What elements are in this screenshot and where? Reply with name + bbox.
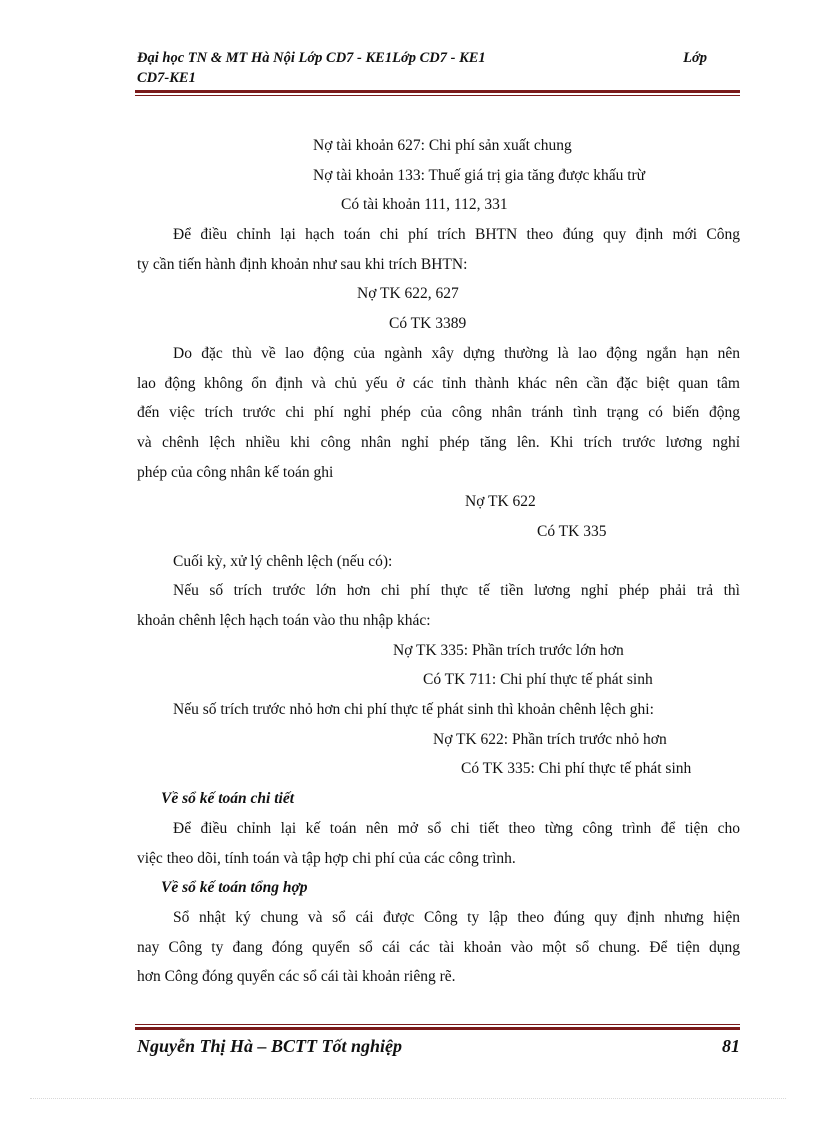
header-class-code: CD7-KE1 bbox=[137, 70, 196, 86]
paragraph-line: ty cần tiến hành định khoản như sau khi trích BHTN: bbox=[137, 255, 468, 273]
paragraph-line: Sổ nhật ký chung và sổ cái được Công ty lập theo đúng quy định nhưng hiện bbox=[173, 908, 740, 926]
page-footer bbox=[137, 1033, 740, 1059]
page-header bbox=[137, 48, 707, 88]
paragraph-line: việc theo dõi, tính toán và tập hợp chi phí của các công trình. bbox=[137, 849, 516, 867]
paragraph-line: Để điều chỉnh lại kế toán nên mở sổ chi tiết theo từng công trình để tiện cho bbox=[173, 819, 740, 837]
paragraph-line: Nếu số trích trước nhỏ hơn chi phí thực tế phát sinh thì khoản chênh lệch ghi: bbox=[173, 701, 654, 719]
footer-rule bbox=[135, 1024, 740, 1030]
entry-debit-622: Nợ TK 622 bbox=[465, 493, 536, 511]
entry-debit-622-smaller: Nợ TK 622: Phần trích trước nhỏ hơn bbox=[433, 730, 667, 748]
paragraph-line: và chênh lệch nhiều khi công nhân nghỉ phép tăng lên. Khi trích trước lương nghỉ bbox=[137, 433, 740, 451]
entry-debit-622-627: Nợ TK 622, 627 bbox=[357, 285, 459, 303]
paragraph-line: hơn Công đóng quyển các sổ cái tài khoản riêng rẽ. bbox=[137, 968, 456, 986]
paragraph-line: lao động không ổn định và chủ yếu ở các tỉnh thành khác nên cần đặc biệt quan tâm bbox=[137, 374, 740, 392]
section-heading-detail-ledger: Về sổ kế toán chi tiết bbox=[161, 790, 295, 808]
header-rule bbox=[135, 90, 740, 96]
paragraph-line: đến việc trích trước chi phí nghỉ phép của công nhân tránh tình trạng có biến động bbox=[137, 404, 740, 422]
entry-credit-711: Có TK 711: Chi phí thực tế phát sinh bbox=[423, 671, 653, 689]
paragraph-line: Nếu số trích trước lớn hơn chi phí thực tế tiền lương nghỉ phép phải trả thì bbox=[173, 582, 740, 600]
entry-credit-335-actual: Có TK 335: Chi phí thực tế phát sinh bbox=[461, 760, 692, 778]
entry-credit-111: Có tài khoản 111, 112, 331 bbox=[341, 196, 508, 214]
header-class-label: Lớp bbox=[683, 50, 707, 66]
page-edge-divider bbox=[30, 1098, 786, 1099]
header-title: Đại học TN & MT Hà Nội Lớp CD7 - KE1Lớp CD7 - KE1 bbox=[137, 50, 486, 66]
footer-author: Nguyễn Thị Hà – BCTT Tốt nghiệp bbox=[137, 1036, 403, 1056]
paragraph-line: phép của công nhân kế toán ghi bbox=[137, 463, 334, 481]
paragraph-line: Để điều chỉnh lại hạch toán chi phí trích BHTN theo đúng quy định mới Công bbox=[173, 226, 740, 244]
entry-debit-627: Nợ tài khoản 627: Chi phí sản xuất chung bbox=[313, 137, 572, 154]
section-heading-general-ledger: Về sổ kế toán tổng hợp bbox=[161, 879, 308, 897]
entry-credit-3389: Có TK 3389 bbox=[389, 315, 467, 333]
paragraph-line: Do đặc thù về lao động của ngành xây dựng thường là lao động ngắn hạn nên bbox=[173, 344, 740, 362]
paragraph-line: khoản chênh lệch hạch toán vào thu nhập khác: bbox=[137, 612, 431, 629]
page-number: 81 bbox=[722, 1036, 740, 1056]
paragraph-line: nay Công ty đang đóng quyển sổ cái các tài khoản vào một sổ chung. Để tiện dụng bbox=[137, 938, 740, 956]
document-body bbox=[137, 131, 740, 992]
entry-debit-335: Nợ TK 335: Phần trích trước lớn hơn bbox=[393, 641, 624, 659]
entry-credit-335: Có TK 335 bbox=[537, 522, 607, 540]
entry-debit-133: Nợ tài khoản 133: Thuế giá trị gia tăng được khấu trừ bbox=[313, 166, 646, 184]
paragraph-line: Cuối kỳ, xử lý chênh lệch (nếu có): bbox=[173, 552, 393, 570]
